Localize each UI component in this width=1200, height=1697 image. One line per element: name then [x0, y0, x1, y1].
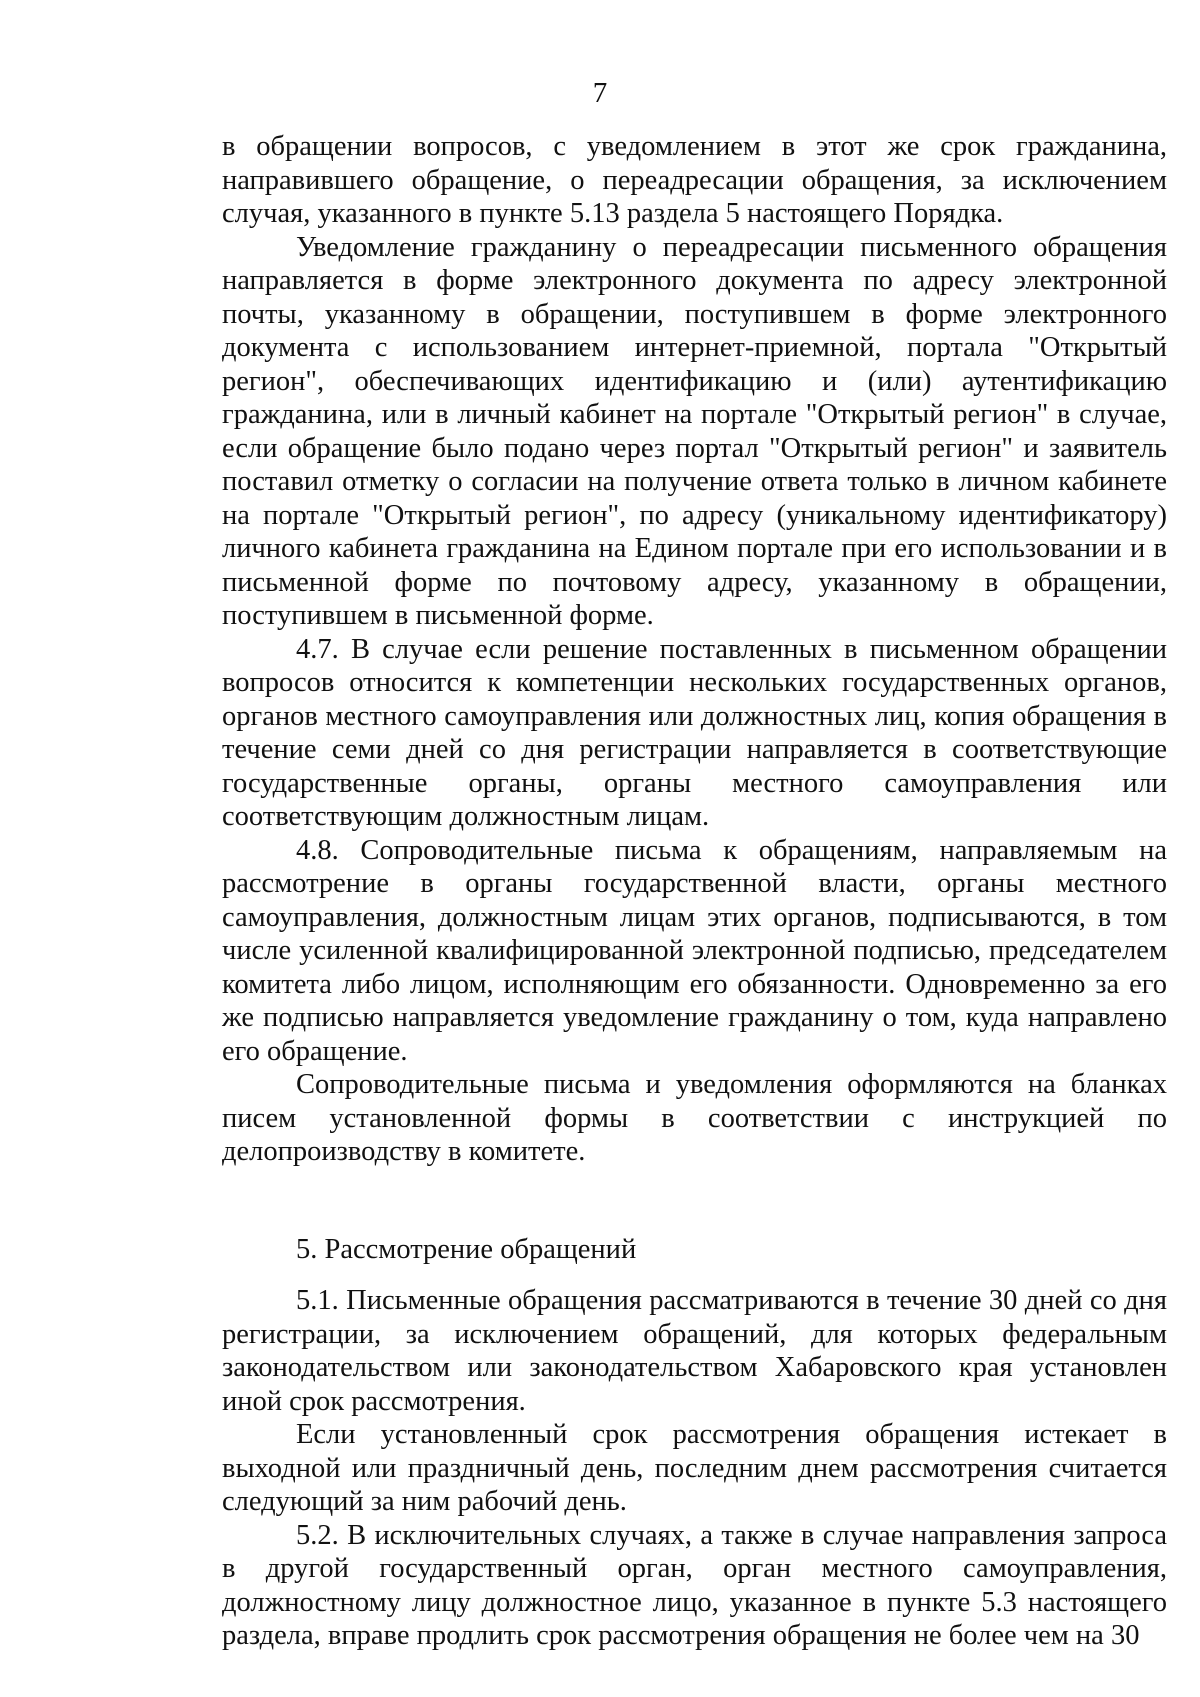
- paragraph-continuation: в обращении вопросов, с уведомлением в этот же срок гражданина, направившего обращение, о переадресации обращения, за исключением случая, указанного в пункте 5.13 раздела 5 настоящего Порядка.: [222, 131, 1167, 229]
- paragraph-cover-letters: Сопроводительные письма и уведомления оформляются на бланках писем установленной формы в соответствии с инструкцией по делопроизводству в комитете.: [222, 1069, 1167, 1167]
- paragraph-5-2: 5.2. В исключительных случаях, а также в случае направления запроса в другой государственный орган, орган местного самоуправления, должностному лицу должностное лицо, указанное в пункте 5.3 настоящего раздела, вправе продлить срок рассмотрения обращения не более чем на 30: [222, 1519, 1167, 1651]
- paragraph-notification: Уведомление гражданину о переадресации письменного обращения направляется в форме электронного документа по адресу электронной почты, указанному в обращении, поступившем в форме электронного документа с использованием интернет-приемной, портала "Открытый регион", обеспечивающих идентификацию и (или) аутентификацию гражданина, или в личный кабинет на портале "Открытый регион" в случае, если обращение было подано через портал "Открытый регион" и заявитель поставил отметку о согласии на получение ответа только в личном кабинете на портале "Открытый регион", по адресу (уникальному идентификатору) личного кабинета гражданина на Едином портале при его использовании и в письменной форме по почтовому адресу, указанному в обращении, поступившем в письменной форме.: [222, 231, 1167, 631]
- paragraph-deadline-holiday: Если установленный срок рассмотрения обращения истекает в выходной или праздничный день, последним днем рассмотрения считается следующий за ним рабочий день.: [222, 1419, 1167, 1517]
- paragraph-4-7: 4.7. В случае если решение поставленных в письменном обращении вопросов относится к компетенции нескольких государственных органов, органов местного самоуправления или должностных лиц, копия обращения в течение семи дней со дня регистрации направляется в соответствующие государственные органы, органы местного самоуправления или соответствующим должностным лицам.: [222, 633, 1167, 832]
- paragraph-4-8: 4.8. Сопроводительные письма к обращениям, направляемым на рассмотрение в органы государственной власти, органы местного самоуправления, должностным лицам этих органов, подписываются, в том числе усиленной квалифицированной электронной подписью, председателем комитета либо лицом, исполняющим его обязанности. Одновременно за его же подписью направляется уведомление гражданину о том, куда направлено его обращение.: [222, 834, 1167, 1067]
- page-number: 7: [592, 77, 608, 109]
- paragraph-5-1: 5.1. Письменные обращения рассматриваются в течение 30 дней со дня регистрации, за исключением обращений, для которых федеральным законодательством или законодательством Хабаровского края установлен иной срок рассмотрения.: [222, 1285, 1167, 1417]
- section-heading: 5. Рассмотрение обращений: [296, 1233, 637, 1265]
- document-body: [222, 130, 1167, 1653]
